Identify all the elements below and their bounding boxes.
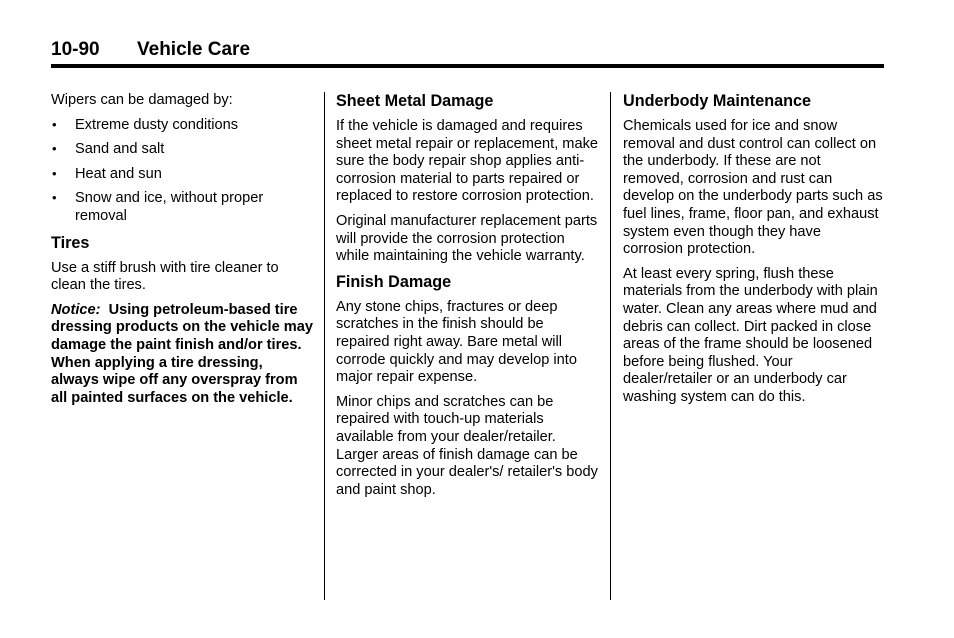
sheet-metal-heading: Sheet Metal Damage [336,92,494,110]
wiper-damage-list [51,117,313,226]
column-divider-right [610,92,611,600]
tires-heading: Tires [51,233,90,252]
page-header [51,38,884,68]
column-middle [336,92,598,506]
bullet-icon: • [52,116,57,132]
list-item-text: Sand and salt [75,141,165,158]
bullet-icon: • [52,165,57,181]
bullet-icon: • [52,141,57,157]
list-item [51,190,313,225]
list-item [51,117,313,135]
column-right [623,92,885,414]
page-number: 10-90 [51,39,100,60]
notice-block [51,302,313,408]
bullet-icon: • [52,190,57,206]
notice-text: Using petroleum-based tire dressing products on the vehicle may damage the paint finish and/or tires. When applying a tire dressing, always wipe off any overspray from all painted surfaces on the vehicle. [51,301,313,406]
sheet-metal-paragraph-2: Original manufacturer replacement parts will provide the corrosion protection while maintaining the vehicle warranty. [336,212,598,265]
notice-label: Notice: [51,301,101,318]
section-title: Vehicle Care [137,39,251,60]
finish-damage-paragraph-1: Any stone chips, fractures or deep scratches in the finish should be repaired right away. Bare metal will corrode quickly and may develop into major repair expense. [336,298,577,386]
list-item-text: Heat and sun [75,165,162,182]
column-divider-left [324,92,325,600]
underbody-paragraph-1: Chemicals used for ice and snow removal and dust control can collect on the underbody. If these are not removed, corrosion and rust can develop on the underbody parts such as fuel lines, frame, floor pan, and exhaust system even though they have corrosion protection. [623,118,883,258]
wipers-intro: Wipers can be damaged by: [51,92,233,108]
underbody-heading: Underbody Maintenance [623,92,811,110]
column-left [51,92,313,414]
finish-damage-heading: Finish Damage [336,272,452,291]
underbody-paragraph-2: At least every spring, flush these materials from the underbody with plain water. Clean any areas where mud and debris can collect. Dirt packed in close areas of the frame should be loosened before being flushed. Your dealer/retailer or an underbody car washing system can do this. [623,265,878,405]
list-item [51,141,313,159]
tires-text: Use a stiff brush with tire cleaner to clean the tires. [51,259,279,294]
list-item-text: Extreme dusty conditions [75,116,239,133]
sheet-metal-paragraph-1: If the vehicle is damaged and requires sheet metal repair or replacement, make sure the body repair shop applies anti-corrosion material to parts repaired or replaced to restore corrosion protection. [336,118,598,205]
list-item [51,166,313,184]
list-item-text: Snow and ice, without proper removal [75,190,264,224]
finish-damage-paragraph-2: Minor chips and scratches can be repaired with touch-up materials available from your dealer/retailer. Larger areas of finish damage can be corrected in your dealer's/ retailer's body and paint shop. [336,393,598,498]
